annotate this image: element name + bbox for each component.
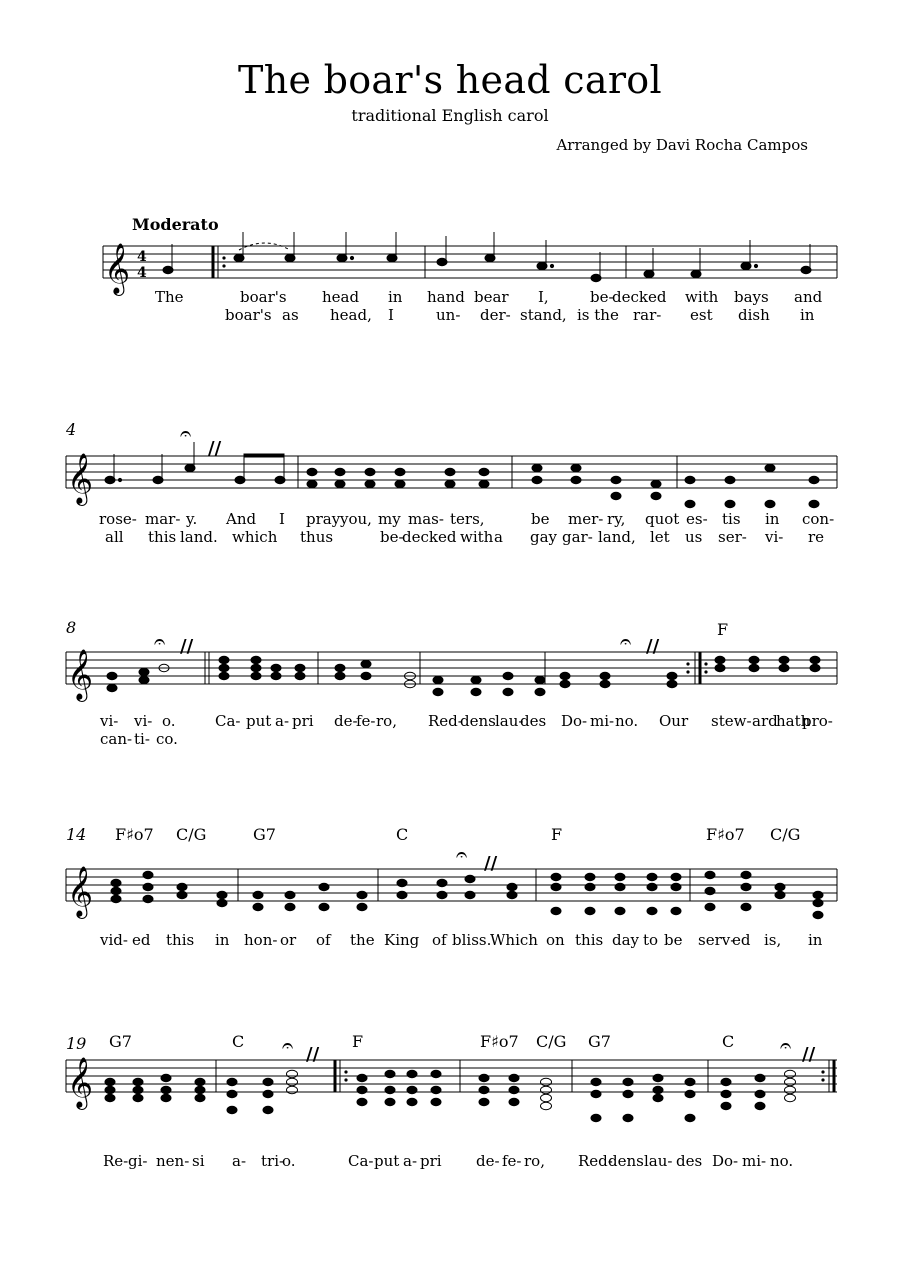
lyric-syllable: Ca- xyxy=(348,1152,374,1170)
lyric-syllable: o. xyxy=(162,712,176,730)
lyric-syllable: as xyxy=(282,306,299,324)
lyric-syllable: est xyxy=(690,306,713,324)
lyric-syllable: with xyxy=(685,288,719,306)
lyric-syllable: is, xyxy=(764,931,782,949)
lyric-syllable: tis xyxy=(722,510,741,528)
chord-symbol: F♯o7 xyxy=(115,825,154,844)
lyric-syllable: in xyxy=(215,931,230,949)
lyric-syllable: Red- xyxy=(428,712,463,730)
lyric-syllable: des xyxy=(676,1152,703,1170)
lyric-syllable: land. xyxy=(180,528,218,546)
chord-symbol: F♯o7 xyxy=(480,1032,519,1051)
lyric-syllable: a- xyxy=(275,712,290,730)
lyric-syllable: Do- xyxy=(712,1152,739,1170)
lyric-syllable: ed xyxy=(732,931,751,949)
lyric-syllable: vid- xyxy=(100,931,128,949)
lyric-syllable: be- xyxy=(380,528,404,546)
lyric-syllable: stand, xyxy=(520,306,567,324)
lyric-syllable: ro, xyxy=(524,1152,545,1170)
lyric-syllable: boar's xyxy=(240,288,287,306)
lyric-syllable: bliss. xyxy=(452,931,492,949)
lyric-syllable: mar- xyxy=(145,510,181,528)
lyric-syllable: pro- xyxy=(802,712,833,730)
lyric-syllable: vi- xyxy=(765,528,784,546)
svg-text:𝄐: 𝄐 xyxy=(154,629,166,653)
svg-text:4: 4 xyxy=(137,249,147,265)
lyric-syllable: pray xyxy=(306,510,341,528)
lyric-syllable: Our xyxy=(659,712,689,730)
lyric-syllable: rar- xyxy=(633,306,662,324)
lyric-syllable: ti- xyxy=(134,730,150,748)
lyric-syllable: ters, xyxy=(450,510,485,528)
lyric-syllable: the xyxy=(350,931,375,949)
lyric-syllable: hand xyxy=(427,288,465,306)
lyric-syllable: no. xyxy=(615,712,639,730)
lyric-syllable: rose- xyxy=(99,510,137,528)
lyric-syllable: serv- xyxy=(698,931,736,949)
svg-text:𝄞: 𝄞 xyxy=(67,866,94,917)
svg-text:𝄐: 𝄐 xyxy=(282,1033,294,1057)
lyric-syllable: with xyxy=(460,528,494,546)
lyric-syllable: un- xyxy=(436,306,461,324)
measure-number: 8 xyxy=(66,618,77,637)
lyric-syllable: bays xyxy=(734,288,769,306)
lyric-syllable: quot xyxy=(645,510,680,528)
lyric-syllable: this xyxy=(575,931,604,949)
lyric-syllable: in xyxy=(388,288,403,306)
lyric-syllable: is the xyxy=(577,306,619,324)
lyric-syllable: der- xyxy=(480,306,511,324)
lyric-syllable: Do- xyxy=(561,712,588,730)
lyric-syllable: be xyxy=(664,931,683,949)
lyric-syllable: mi- xyxy=(742,1152,767,1170)
lyric-syllable: ro, xyxy=(376,712,397,730)
lyric-syllable: decked xyxy=(402,528,457,546)
lyrics-verse-1 xyxy=(0,931,900,951)
lyric-syllable: re xyxy=(808,528,825,546)
lyric-syllable: be- xyxy=(590,288,614,306)
lyric-syllable: day xyxy=(612,931,640,949)
lyric-syllable: this xyxy=(148,528,177,546)
chord-symbol: F xyxy=(717,620,729,639)
lyric-syllable: ed xyxy=(132,931,151,949)
lyric-syllable: I xyxy=(279,510,285,528)
staff-system-5 xyxy=(0,1032,900,1172)
staff-system-1 xyxy=(0,230,900,330)
lyric-syllable: gi- xyxy=(128,1152,148,1170)
svg-text:𝄐: 𝄐 xyxy=(180,421,192,445)
lyric-syllable: con- xyxy=(802,510,835,528)
lyric-syllable: head, xyxy=(330,306,372,324)
lyric-syllable: dens xyxy=(608,1152,644,1170)
lyric-syllable: dens xyxy=(460,712,496,730)
lyrics-verse-1 xyxy=(0,510,900,530)
svg-text:𝄞: 𝄞 xyxy=(67,453,94,504)
chord-symbol: C/G xyxy=(770,825,801,844)
lyric-syllable: on xyxy=(546,931,565,949)
lyric-syllable: co. xyxy=(156,730,178,748)
chord-symbol: C xyxy=(396,825,409,844)
svg-text:𝄞: 𝄞 xyxy=(67,1057,94,1108)
svg-text://: // xyxy=(180,636,194,657)
lyric-syllable: a- xyxy=(403,1152,418,1170)
lyric-syllable: es- xyxy=(686,510,708,528)
lyric-syllable: in xyxy=(808,931,823,949)
lyric-syllable: let xyxy=(650,528,670,546)
svg-text://: // xyxy=(802,1044,816,1065)
lyric-syllable: vi- xyxy=(134,712,153,730)
lyric-syllable: in xyxy=(800,306,815,324)
chord-symbol: F xyxy=(352,1032,364,1051)
lyric-syllable: fe- xyxy=(356,712,376,730)
chord-symbol: F♯o7 xyxy=(706,825,745,844)
measure-number: 14 xyxy=(66,825,87,844)
chord-symbol: F xyxy=(551,825,563,844)
lyric-syllable: pri xyxy=(292,712,314,730)
lyric-syllable: boar's xyxy=(225,306,272,324)
lyric-syllable: I xyxy=(388,306,394,324)
lyric-syllable: no. xyxy=(770,1152,794,1170)
lyric-syllable: vi- xyxy=(100,712,119,730)
lyric-syllable: ser- xyxy=(718,528,747,546)
svg-text:𝄐: 𝄐 xyxy=(620,629,632,653)
lyric-syllable: all xyxy=(105,528,124,546)
svg-text:𝄐: 𝄐 xyxy=(780,1033,792,1057)
lyric-syllable: tri- xyxy=(261,1152,285,1170)
lyric-syllable: dish xyxy=(738,306,770,324)
lyric-syllable: us xyxy=(685,528,703,546)
lyric-syllable: put xyxy=(246,712,272,730)
lyric-syllable: gar- xyxy=(562,528,593,546)
lyric-syllable: which xyxy=(232,528,278,546)
staff-notation-5 xyxy=(0,1032,900,1172)
staff-system-3 xyxy=(0,618,900,758)
lyric-syllable: you, xyxy=(340,510,372,528)
chord-symbol: C xyxy=(722,1032,735,1051)
svg-text:𝄞: 𝄞 xyxy=(104,243,131,294)
lyric-syllable: nen- xyxy=(156,1152,190,1170)
lyric-syllable: my xyxy=(378,510,401,528)
lyric-syllable: of xyxy=(432,931,447,949)
lyric-syllable: mer- xyxy=(568,510,604,528)
lyrics-verse-1 xyxy=(0,288,900,308)
lyric-syllable: de- xyxy=(476,1152,500,1170)
chord-symbol: C/G xyxy=(536,1032,567,1051)
lyric-syllable: mi- xyxy=(590,712,615,730)
lyric-syllable: head xyxy=(322,288,360,306)
lyric-syllable: I, xyxy=(538,288,549,306)
lyric-syllable: thus xyxy=(300,528,334,546)
lyric-syllable: a xyxy=(494,528,503,546)
lyric-syllable: lau- xyxy=(495,712,524,730)
tempo-marking: Moderato xyxy=(132,215,219,234)
lyric-syllable: des xyxy=(520,712,547,730)
chord-symbol: G7 xyxy=(109,1032,132,1051)
lyric-syllable: ard xyxy=(752,712,778,730)
svg-text://: // xyxy=(484,853,498,874)
chord-symbol: G7 xyxy=(588,1032,611,1051)
lyric-syllable: a- xyxy=(232,1152,247,1170)
lyrics-verse-2 xyxy=(0,528,900,548)
lyric-syllable: ry, xyxy=(607,510,626,528)
staff-system-4 xyxy=(0,825,900,965)
lyric-syllable: be xyxy=(531,510,550,528)
lyric-syllable: or xyxy=(280,931,297,949)
lyric-syllable: King xyxy=(384,931,420,949)
chord-symbol: C xyxy=(232,1032,245,1051)
lyric-syllable: in xyxy=(765,510,780,528)
lyric-syllable: And xyxy=(226,510,257,528)
staff-system-2 xyxy=(0,420,900,550)
lyric-syllable: land, xyxy=(598,528,636,546)
svg-text://: // xyxy=(646,636,660,657)
measure-number: 4 xyxy=(66,420,77,439)
lyric-syllable: put xyxy=(374,1152,400,1170)
lyric-syllable: si xyxy=(192,1152,205,1170)
lyrics-verse-1 xyxy=(0,712,900,732)
lyric-syllable: fe- xyxy=(502,1152,522,1170)
arranger-credit: Arranged by Davi Rocha Campos xyxy=(556,136,808,154)
score-subtitle: traditional English carol xyxy=(351,106,549,125)
chord-symbol: G7 xyxy=(253,825,276,844)
svg-text://: // xyxy=(306,1044,320,1065)
svg-text://: // xyxy=(208,438,222,459)
lyric-syllable: o. xyxy=(282,1152,296,1170)
lyric-syllable: pri xyxy=(420,1152,442,1170)
lyric-syllable: and xyxy=(794,288,823,306)
lyric-syllable: this xyxy=(166,931,195,949)
lyric-syllable: The xyxy=(155,288,184,306)
lyric-syllable: Ca- xyxy=(215,712,241,730)
lyric-syllable: lau- xyxy=(644,1152,673,1170)
lyric-syllable: hath xyxy=(776,712,811,730)
lyric-syllable: of xyxy=(316,931,331,949)
lyric-syllable: bear xyxy=(474,288,509,306)
lyric-syllable: de- xyxy=(334,712,358,730)
lyrics-verse-2 xyxy=(0,730,900,750)
lyric-syllable: stew- xyxy=(711,712,752,730)
measure-number: 19 xyxy=(66,1034,87,1053)
lyric-syllable: y. xyxy=(186,510,198,528)
lyric-syllable: Which xyxy=(490,931,538,949)
svg-text:4: 4 xyxy=(137,265,147,281)
score-title: The boar's head carol xyxy=(238,58,662,102)
lyric-syllable: Red- xyxy=(578,1152,613,1170)
lyric-syllable: gay xyxy=(530,528,558,546)
chord-symbol: C/G xyxy=(176,825,207,844)
lyric-syllable: decked xyxy=(612,288,667,306)
lyrics-verse-1 xyxy=(0,1152,900,1172)
lyric-syllable: to xyxy=(643,931,659,949)
lyric-syllable: Re- xyxy=(103,1152,129,1170)
lyric-syllable: hon- xyxy=(244,931,278,949)
lyrics-verse-2 xyxy=(0,306,900,326)
svg-text:𝄐: 𝄐 xyxy=(456,842,468,866)
svg-text:𝄞: 𝄞 xyxy=(67,649,94,700)
lyric-syllable: mas- xyxy=(408,510,444,528)
lyric-syllable: can- xyxy=(100,730,133,748)
